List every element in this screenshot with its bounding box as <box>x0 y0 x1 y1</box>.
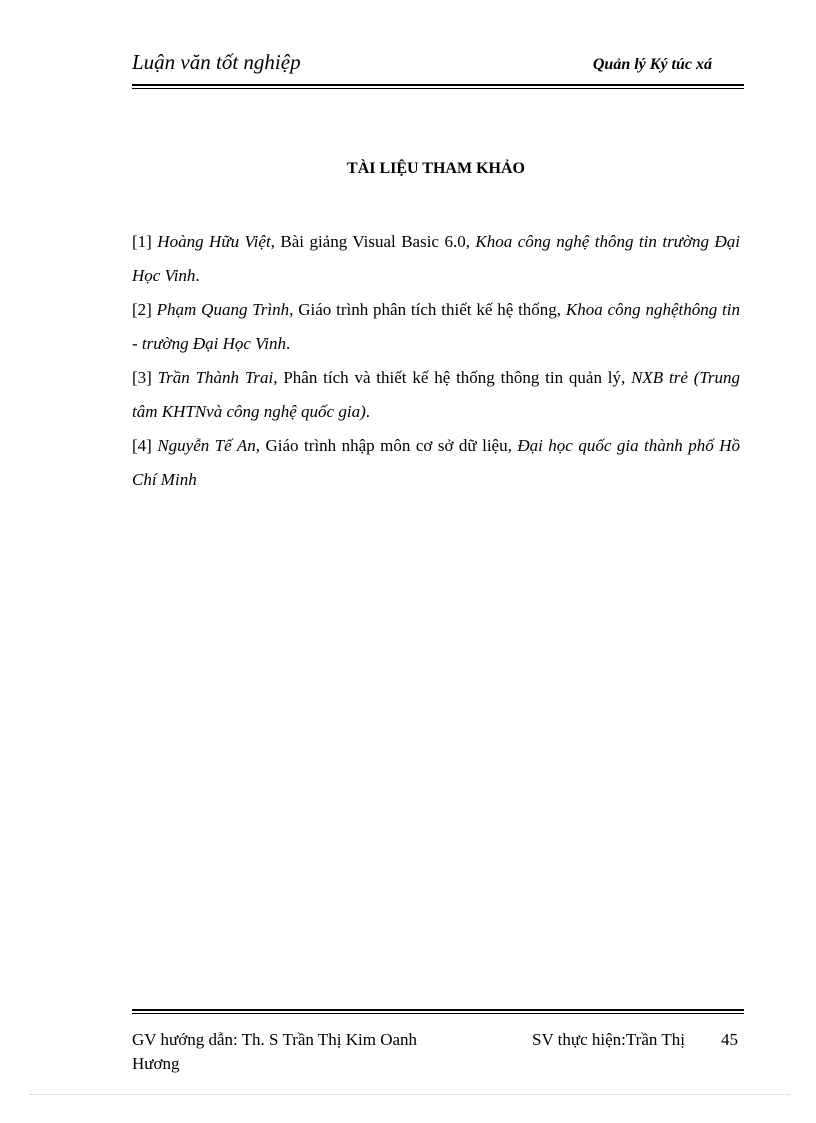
reference-end: . <box>286 334 291 353</box>
reference-number: [3] <box>132 368 152 387</box>
page-header <box>132 50 744 82</box>
page-title: TÀI LIỆU THAM KHẢO <box>347 160 525 177</box>
reference-number: [4] <box>132 436 152 455</box>
reference-end: . <box>365 402 370 421</box>
reference-end: . <box>195 266 200 285</box>
reference-title: , Phân tích và thiết kế hệ thống thông tin quản lý, <box>273 368 632 387</box>
reference-item-2 <box>132 293 740 361</box>
header-divider <box>132 84 744 89</box>
reference-author: Hoàng Hữu Việt <box>157 232 271 251</box>
reference-author: Trần Thành Trai <box>157 368 274 387</box>
footer-student: SV thực hiện:Trần Thị <box>532 1030 685 1049</box>
page-number: 45 <box>721 1030 738 1049</box>
reference-author: Phạm Quang Trình <box>156 300 290 319</box>
reference-title: , Bài giảng Visual Basic 6.0, <box>270 232 476 251</box>
reference-number: [2] <box>132 300 152 319</box>
footer-advisor <box>132 1028 462 1076</box>
reference-publisher: Khoa công nghệ thông tin trường Đại Học Vinh <box>132 232 740 285</box>
footer-advisor-line-2: Hương <box>132 1054 180 1073</box>
reference-publisher: NXB trẻ (Trung tâm KHTNvà công nghệ quốc gia) <box>132 368 740 421</box>
reference-list <box>132 225 740 497</box>
header-document-topic: Quản lý Ký túc xá <box>592 56 712 73</box>
header-document-type: Luận văn tốt nghiệp <box>132 50 301 74</box>
reference-author: Nguyễn Tế An <box>157 436 256 455</box>
reference-publisher: Khoa công nghệthông tin - trường Đại Học Vinh <box>132 300 740 353</box>
reference-item-4 <box>132 429 740 497</box>
reference-item-1 <box>132 225 740 293</box>
page-bottom-edge <box>30 1094 790 1095</box>
footer-advisor-line-1: GV hướng dẫn: Th. S Trần Thị Kim Oanh <box>132 1030 418 1049</box>
reference-title: , Giáo trình nhập môn cơ sở dữ liệu, <box>255 436 518 455</box>
reference-title: , Giáo trình phân tích thiết kế hệ thống, <box>289 300 566 319</box>
footer-divider <box>132 1009 744 1014</box>
reference-item-3 <box>132 361 740 429</box>
reference-number: [1] <box>132 232 152 251</box>
reference-publisher: Đại học quốc gia thành phố Hồ Chí Minh <box>132 436 740 489</box>
